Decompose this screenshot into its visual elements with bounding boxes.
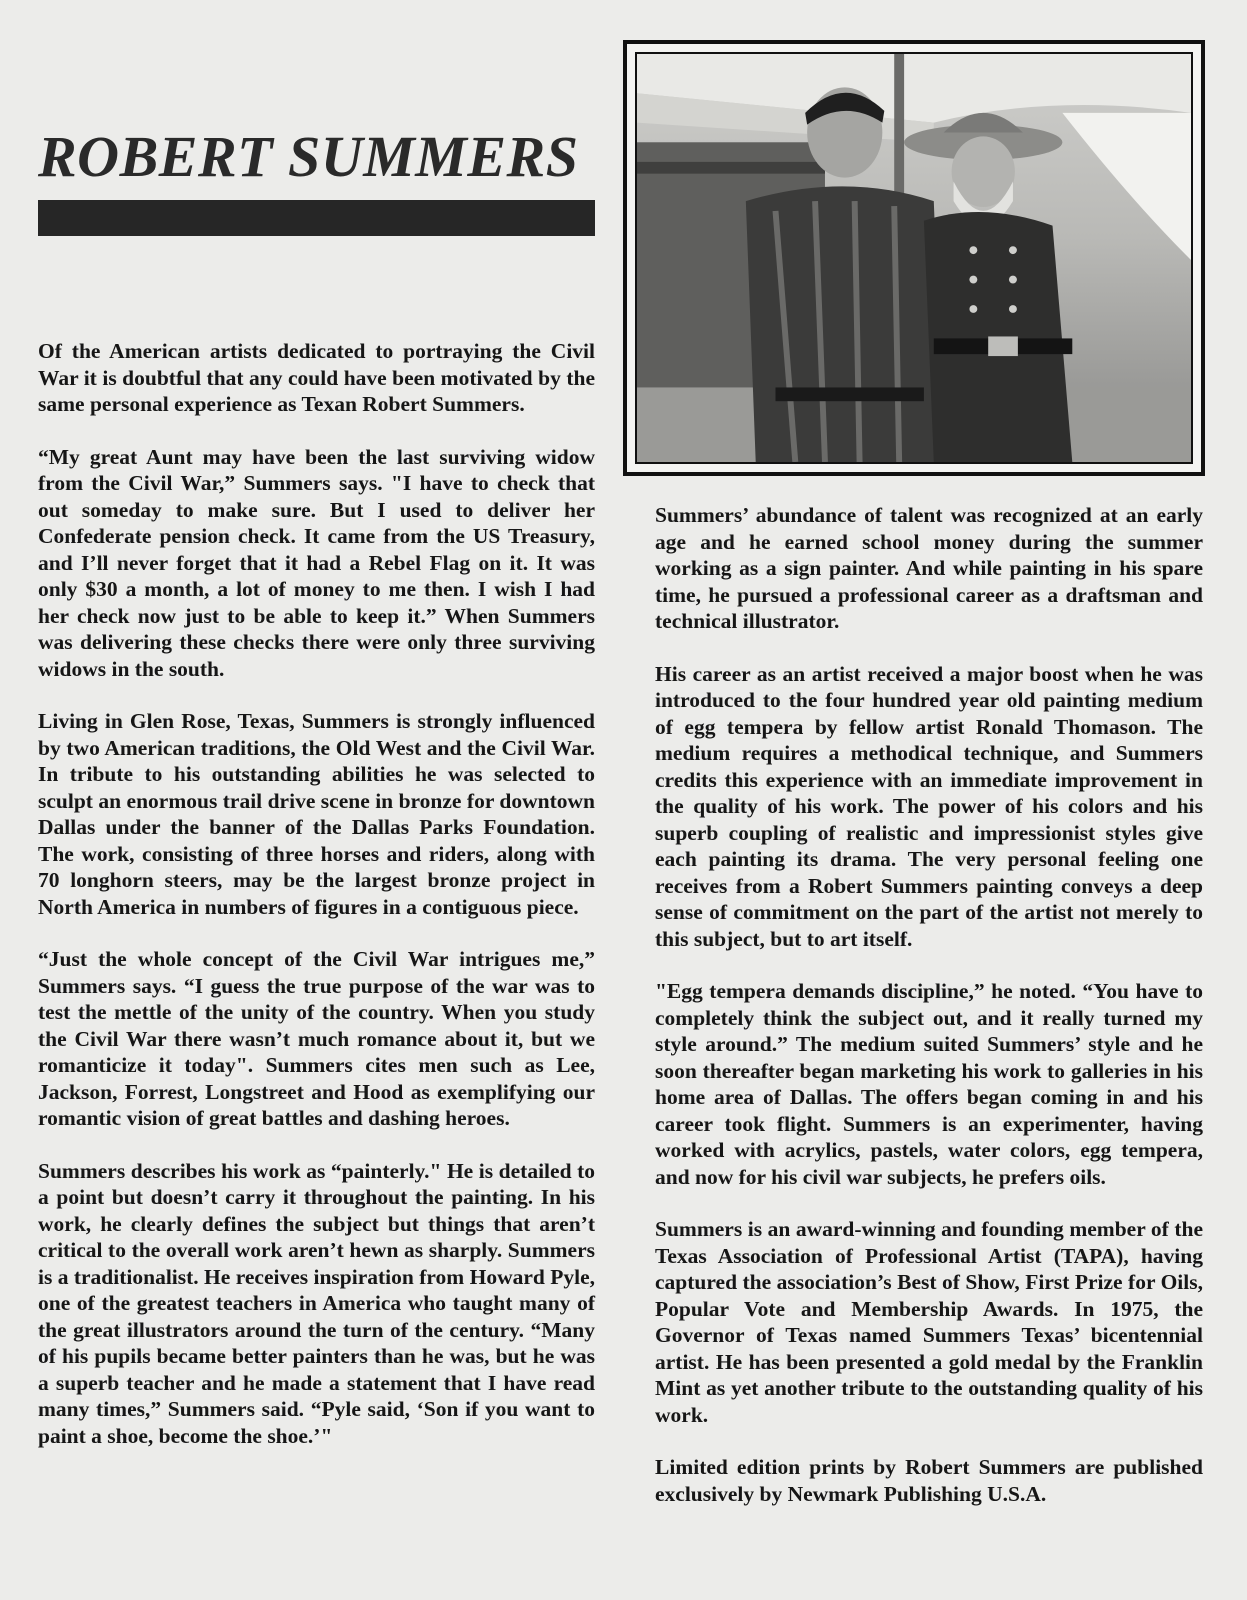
paragraph: Living in Glen Rose, Texas, Summers is strongly influenced by two American traditions, the Old West and the Civil War. In tribute to his outstanding abilities he was selected to sculpt an enormous trail drive scene in bronze for downtown Dallas under the banner of the Dallas Parks Foundation. The work, consisting of three horses and riders, along with 70 longhorn steers, may be the largest bronze project in North America in numbers of figures in a contiguous piece. — [38, 709, 595, 919]
paragraph: “Just the whole concept of the Civil War intrigues me,” Summers says. “I guess the true purpose of the war was to test the mettle of the unity of the country. When you study the Civil War there wasn’t much romance about it, but we romanticize it today". Summers cites men such as Lee, Jackson, Forrest, Longstreet and Hood as exemplifying our romantic vision of great battles and dashing heroes. — [38, 947, 595, 1130]
paragraph: Summers’ abundance of talent was recognized at an early age and he earned school money during the summer working as a sign painter. And while painting in his spare time, he pursued a professional career as a draftsman and technical illustrator. — [655, 503, 1203, 633]
paragraph: "Egg tempera demands discipline,” he noted. “You have to completely think the subject out, and it really turned my style around.” The medium suited Summers’ style and he soon thereafter began marketing his work to galleries in his home area of Dallas. The offers began coming in and his career took flight. Summers is an experimenter, having worked with acrylics, pastels, water colors, egg tempera, and now for his civil war subjects, he prefers oils. — [655, 979, 1203, 1189]
paragraph: His career as an artist received a major boost when he was introduced to the four hundred year old painting medium of egg tempera by fellow artist Ronald Thomason. The medium requires a methodical technique, and Summers credits this experience with an immediate improvement in the quality of his work. The power of his colors and his superb coupling of realistic and impressionist styles give each painting its drama. The very personal feeling one receives from a Robert Summers painting conveys a deep sense of commitment on the part of the artist not merely to this subject, but to art itself. — [655, 661, 1203, 951]
paragraph: Of the American artists dedicated to portraying the Civil War it is doubtful that any could have been motivated by the same personal experience as Texan Robert Summers. — [38, 339, 595, 416]
paragraph: Limited edition prints by Robert Summers are published exclusively by Newmark Publishing U.S.A. — [655, 1455, 1203, 1506]
paragraph: “My great Aunt may have been the last surviving widow from the Civil War,” Summers says. "I have to check that out someday to make sure. But I used to deliver her Confederate pension check. It came from the US Treasury, and I’ll never forget that it had a Rebel Flag on it. It was only $30 a month, a lot of money to me then. I wish I had her check now just to be able to keep it.” When Summers was delivering these checks there were only three surviving widows in the south. — [38, 444, 595, 681]
right-column — [655, 502, 1203, 1533]
photo-frame — [623, 40, 1205, 476]
photo-two-men-icon — [635, 52, 1193, 464]
page-title: ROBERT SUMMERS — [38, 124, 579, 189]
paragraph: Summers describes his work as “painterly." He is detailed to a point but doesn’t carry it throughout the painting. In his work, he clearly defines the subject but things that aren’t critical to the overall work aren’t hewn as sharply. Summers is a traditionalist. He receives inspiration from Howard Pyle, one of the greatest teachers in America who taught many of the great illustrators around the turn of the century. “Many of his pupils became better painters than he was, but he was a superb teacher and he made a statement that I have read many times,” Summers said. “Pyle said, ‘Son if you want to paint a shoe, become the shoe.’" — [38, 1158, 595, 1448]
left-column — [38, 338, 595, 1475]
title-underline-bar — [38, 200, 595, 236]
paragraph: Summers is an award-winning and founding member of the Texas Association of Professional Artist (TAPA), having captured the association’s Best of Show, First Prize for Oils, Popular Vote and Membership Awards. In 1975, the Governor of Texas named Summers Texas’ bicentennial artist. He has been presented a gold medal by the Franklin Mint as yet another tribute to the outstanding quality of his work. — [655, 1217, 1203, 1427]
